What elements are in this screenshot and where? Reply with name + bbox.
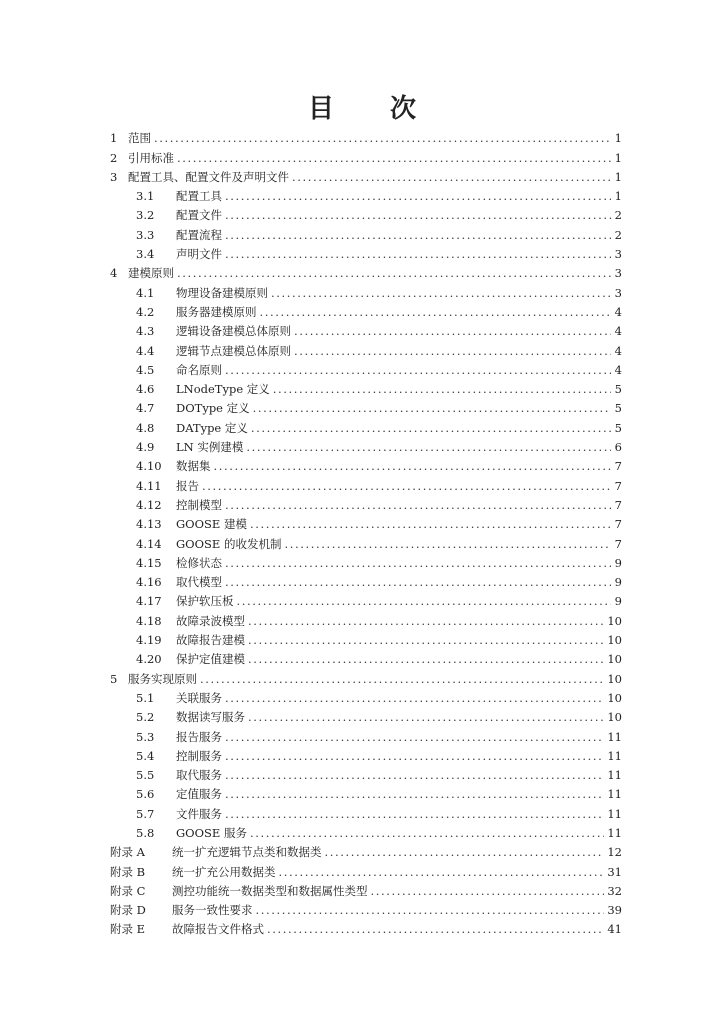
toc-dot-leader	[248, 633, 604, 647]
toc-entry[interactable]	[110, 608, 622, 627]
toc-entry-number: 4.10	[136, 459, 162, 474]
toc-entry-page: 2	[614, 227, 622, 242]
toc-dot-leader	[154, 131, 611, 145]
toc-entry-page: 6	[614, 440, 622, 455]
toc-dot-leader	[225, 556, 611, 570]
toc-entry[interactable]	[110, 705, 622, 724]
toc-entry-title: 取代服务	[176, 768, 222, 783]
toc-dot-leader	[225, 189, 611, 203]
toc-entry-page: 10	[607, 671, 622, 686]
toc-dot-leader	[250, 826, 604, 840]
toc-entry[interactable]	[110, 724, 622, 743]
toc-entry[interactable]	[110, 801, 622, 820]
toc-entry-title: 文件服务	[176, 806, 222, 821]
toc-entry-title: 引用标准	[128, 150, 174, 165]
toc-dot-leader	[248, 652, 604, 666]
toc-entry[interactable]	[110, 145, 622, 164]
toc-entry-number: 5.5	[136, 768, 155, 783]
toc-entry-number: 4.3	[136, 324, 155, 339]
toc-entry-title: 范围	[128, 131, 151, 146]
toc-entry[interactable]	[110, 261, 622, 280]
toc-entry-number: 4.20	[136, 652, 162, 667]
toc-entry[interactable]	[110, 531, 622, 550]
toc-entry-page: 10	[607, 633, 622, 648]
toc-entry[interactable]	[110, 686, 622, 705]
toc-entry-title: 控制模型	[176, 497, 222, 512]
toc-entry-page: 1	[614, 189, 622, 204]
toc-entry-page: 5	[614, 401, 622, 416]
toc-entry-page: 7	[614, 497, 622, 512]
toc-entry-page: 1	[614, 131, 622, 146]
toc-entry-page: 1	[614, 150, 622, 165]
toc-entry[interactable]	[110, 126, 622, 145]
toc-entry-number: 5	[110, 671, 118, 686]
toc-entry-page: 1	[614, 169, 622, 184]
toc-entry[interactable]	[110, 628, 622, 647]
toc-entry-title: 数据集	[176, 459, 211, 474]
toc-entry-title: 服务实现原则	[128, 671, 197, 686]
toc-entry-title: 服务一致性要求	[172, 903, 253, 918]
toc-entry-title: DAType 定义	[176, 420, 248, 435]
toc-entry-number: 4.8	[136, 420, 155, 435]
toc-entry-page: 41	[607, 922, 622, 937]
toc-entry[interactable]	[110, 435, 622, 454]
toc-entry[interactable]	[110, 763, 622, 782]
toc-entry-title: 关联服务	[176, 690, 222, 705]
toc-dot-leader	[225, 247, 611, 261]
toc-entry-number: 4.16	[136, 575, 162, 590]
toc-dot-leader	[371, 884, 605, 898]
toc-entry-number: 4.17	[136, 594, 162, 609]
toc-entry-page: 11	[607, 729, 622, 744]
toc-entry-number: 附录 A	[110, 845, 145, 860]
toc-entry-title: 物理设备建模原则	[176, 285, 268, 300]
toc-entry-number: 4.14	[136, 536, 162, 551]
toc-entry[interactable]	[110, 358, 622, 377]
toc-entry-title: 逻辑设备建模总体原则	[176, 324, 291, 339]
toc-entry[interactable]	[110, 454, 622, 473]
toc-dot-leader	[200, 672, 604, 686]
toc-dot-leader	[248, 614, 604, 628]
toc-entry-page: 3	[614, 266, 622, 281]
toc-entry[interactable]	[110, 666, 622, 685]
toc-dot-leader	[279, 865, 605, 879]
toc-entry[interactable]	[110, 821, 622, 840]
toc-entry[interactable]	[110, 165, 622, 184]
toc-entry[interactable]	[110, 898, 622, 917]
toc-entry-number: 3.2	[136, 208, 155, 223]
toc-entry-title: 逻辑节点建模总体原则	[176, 343, 291, 358]
toc-entry-title: 故障报告文件格式	[172, 922, 264, 937]
toc-entry-page: 11	[607, 825, 622, 840]
toc-entry-number: 5.8	[136, 825, 155, 840]
toc-entry-number: 4.6	[136, 382, 155, 397]
toc-entry-number: 3.1	[136, 189, 155, 204]
toc-entry-title: 配置工具、配置文件及声明文件	[128, 169, 289, 184]
toc-dot-leader	[260, 305, 612, 319]
toc-entry[interactable]	[110, 473, 622, 492]
toc-entry-title: 定值服务	[176, 787, 222, 802]
toc-entry-number: 5.1	[136, 690, 155, 705]
toc-entry-number: 4.18	[136, 613, 162, 628]
toc-entry-title: 检修状态	[176, 555, 222, 570]
toc-dot-leader	[177, 266, 611, 280]
toc-entry-page: 11	[607, 806, 622, 821]
toc-entry-page: 7	[614, 478, 622, 493]
toc-dot-leader	[246, 440, 611, 454]
toc-entry-page: 7	[614, 517, 622, 532]
toc-entry[interactable]	[110, 396, 622, 415]
toc-entry-page: 3	[614, 247, 622, 262]
toc-entry-page: 2	[614, 208, 622, 223]
toc-entry-number: 4.13	[136, 517, 162, 532]
toc-entry-number: 4	[110, 266, 118, 281]
toc-dot-leader	[251, 421, 611, 435]
toc-dot-leader	[237, 594, 612, 608]
toc-entry-page: 10	[607, 690, 622, 705]
toc-entry-number: 1	[110, 131, 118, 146]
toc-entry[interactable]	[110, 512, 622, 531]
toc-entry-page: 4	[614, 343, 622, 358]
toc-entry-number: 4.7	[136, 401, 155, 416]
toc-entry-page: 32	[607, 883, 622, 898]
toc-entry-page: 10	[607, 613, 622, 628]
toc-dot-leader	[225, 363, 611, 377]
toc-entry-title: DOType 定义	[176, 401, 250, 416]
toc-entry-page: 10	[607, 652, 622, 667]
toc-dot-leader	[225, 749, 604, 763]
toc-entry-page: 9	[614, 575, 622, 590]
toc-entry[interactable]	[110, 300, 622, 319]
toc-entry-number: 附录 E	[110, 922, 146, 937]
toc-entry[interactable]	[110, 879, 622, 898]
toc-entry-page: 11	[607, 768, 622, 783]
toc-entry-number: 2	[110, 150, 118, 165]
toc-entry-number: 4.4	[136, 343, 155, 358]
toc-entry-number: 附录 C	[110, 883, 146, 898]
toc-entry-number: 4.1	[136, 285, 155, 300]
toc-entry[interactable]	[110, 917, 622, 936]
toc-dot-leader	[225, 787, 604, 801]
toc-dot-leader	[294, 324, 611, 338]
toc-entry-title: 保护定值建模	[176, 652, 245, 667]
toc-dot-leader	[250, 517, 611, 531]
toc-entry-title: 故障报告建模	[176, 633, 245, 648]
toc-entry-number: 4.9	[136, 440, 155, 455]
toc-dot-leader	[177, 151, 611, 165]
toc-dot-leader	[273, 382, 611, 396]
toc-entry-title: 控制服务	[176, 748, 222, 763]
toc-entry[interactable]	[110, 242, 622, 261]
toc-entry-number: 附录 B	[110, 864, 146, 879]
toc-entry-title: 统一扩充逻辑节点类和数据类	[172, 845, 322, 860]
toc-entry-title: GOOSE 建模	[176, 517, 247, 532]
toc-entry[interactable]	[110, 744, 622, 763]
toc-entry[interactable]	[110, 338, 622, 357]
toc-entry-number: 4.5	[136, 362, 155, 377]
toc-entry-title: LN 实例建模	[176, 440, 244, 455]
toc-entry-title: 故障录波模型	[176, 613, 245, 628]
toc-entry[interactable]	[110, 184, 622, 203]
toc-entry-page: 10	[607, 710, 622, 725]
toc-dot-leader	[225, 768, 604, 782]
toc-entry-number: 5.3	[136, 729, 155, 744]
toc-entry-title: GOOSE 服务	[176, 825, 247, 840]
toc-entry[interactable]	[110, 570, 622, 589]
toc-entry-number: 3	[110, 169, 118, 184]
toc-dot-leader	[214, 459, 612, 473]
toc-dot-leader	[225, 730, 604, 744]
toc-entry-number: 4.2	[136, 304, 155, 319]
toc-entry[interactable]	[110, 222, 622, 241]
toc-entry-number: 4.19	[136, 633, 162, 648]
toc-entry-page: 11	[607, 787, 622, 802]
toc-entry-page: 12	[607, 845, 622, 860]
toc-entry[interactable]	[110, 377, 622, 396]
toc-entry-title: 配置文件	[176, 208, 222, 223]
toc-dot-leader	[253, 401, 611, 415]
toc-entry-title: 声明文件	[176, 247, 222, 262]
toc-entry[interactable]	[110, 493, 622, 512]
toc-entry[interactable]	[110, 840, 622, 859]
toc-entry-title: 报告	[176, 478, 199, 493]
title-left-char: 目	[307, 94, 334, 124]
toc-entry-page: 7	[614, 459, 622, 474]
toc-entry-page: 11	[607, 748, 622, 763]
toc-entry-title: 配置工具	[176, 189, 222, 204]
toc-entry-title: 服务器建模原则	[176, 304, 257, 319]
toc-entry-title: 统一扩充公用数据类	[172, 864, 276, 879]
toc-dot-leader	[284, 537, 611, 551]
toc-entry[interactable]	[110, 319, 622, 338]
toc-entry[interactable]	[110, 280, 622, 299]
toc-entry-number: 3.3	[136, 227, 155, 242]
toc-dot-leader	[267, 922, 604, 936]
toc-entry[interactable]	[110, 415, 622, 434]
toc-entry-title: 取代模型	[176, 575, 222, 590]
toc-entry-page: 9	[614, 594, 622, 609]
toc-dot-leader	[202, 479, 611, 493]
toc-dot-leader	[225, 498, 611, 512]
toc-dot-leader	[256, 903, 605, 917]
toc-entry-page: 9	[614, 555, 622, 570]
page-title	[0, 88, 724, 125]
toc-dot-leader	[248, 710, 604, 724]
toc-entry-number: 4.15	[136, 555, 162, 570]
toc-entry-number: 4.11	[136, 478, 162, 493]
toc-entry-page: 4	[614, 304, 622, 319]
toc-entry-number: 4.12	[136, 497, 162, 512]
toc-entry-page: 3	[614, 285, 622, 300]
toc-entry-title: 测控功能统一数据类型和数据属性类型	[172, 883, 368, 898]
title-right-char: 次	[390, 94, 417, 124]
toc-entry[interactable]	[110, 782, 622, 801]
toc-entry-title: 命名原则	[176, 362, 222, 377]
toc-entry-number: 5.4	[136, 748, 155, 763]
toc-dot-leader	[225, 208, 611, 222]
toc-entry-number: 3.4	[136, 247, 155, 262]
toc-entry-title: LNodeType 定义	[176, 382, 270, 397]
toc-entry-page: 5	[614, 382, 622, 397]
toc-entry-title: 数据读写服务	[176, 710, 245, 725]
toc-entry-title: 报告服务	[176, 729, 222, 744]
toc-dot-leader	[271, 286, 611, 300]
toc-dot-leader	[225, 691, 604, 705]
toc-entry-title: 保护软压板	[176, 594, 234, 609]
toc-entry-page: 4	[614, 324, 622, 339]
toc-entry-number: 5.2	[136, 710, 155, 725]
toc-entry[interactable]	[110, 647, 622, 666]
toc-entry-number: 5.6	[136, 787, 155, 802]
toc-entry[interactable]	[110, 551, 622, 570]
toc-entry[interactable]	[110, 859, 622, 878]
toc-dot-leader	[225, 228, 611, 242]
table-of-contents	[110, 126, 622, 936]
toc-entry-page: 39	[607, 903, 622, 918]
toc-entry-title: GOOSE 的收发机制	[176, 536, 282, 551]
toc-dot-leader	[294, 344, 611, 358]
toc-entry[interactable]	[110, 589, 622, 608]
toc-dot-leader	[325, 845, 605, 859]
toc-entry[interactable]	[110, 203, 622, 222]
toc-dot-leader	[225, 575, 611, 589]
toc-entry-page: 31	[607, 864, 622, 879]
toc-entry-title: 建模原则	[128, 266, 174, 281]
toc-entry-page: 4	[614, 362, 622, 377]
toc-dot-leader	[292, 170, 611, 184]
toc-entry-page: 7	[614, 536, 622, 551]
toc-entry-number: 附录 D	[110, 903, 146, 918]
toc-entry-title: 配置流程	[176, 227, 222, 242]
toc-entry-number: 5.7	[136, 806, 155, 821]
toc-entry-page: 5	[614, 420, 622, 435]
toc-dot-leader	[225, 807, 604, 821]
